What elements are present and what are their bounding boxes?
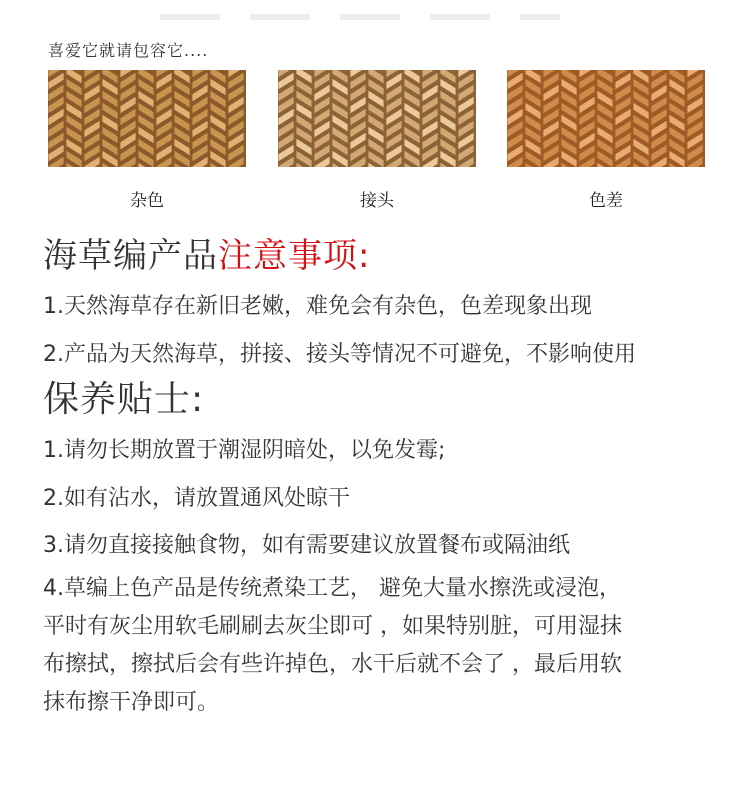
weave-texture-image <box>48 70 246 167</box>
care-item-4-line: 4.草编上色产品是传统煮染工艺， 避免大量水擦洗或浸泡， <box>43 576 621 601</box>
care-item: 3.请勿直接接触食物，如有需要建议放置餐布或隔油纸 <box>43 533 570 558</box>
care-item-4-line: 平时有灰尘用软毛刷刷去灰尘即可 ，如果特别脏，可用湿抹 <box>43 614 622 639</box>
care-heading: 保养贴士: <box>43 379 205 420</box>
notice-item: 2.产品为天然海草，拼接、接头等情况不可避免，不影响使用 <box>43 342 636 367</box>
swatch-color-difference <box>507 70 705 167</box>
weave-texture-image <box>507 70 705 167</box>
care-item-4-line: 抹布擦干净即可。 <box>43 690 220 715</box>
care-item-4-line: 布擦拭，擦拭后会有些许掉色，水干后就不会了 ，最后用软 <box>43 652 622 677</box>
swatch-label: 杂色 <box>130 191 164 211</box>
swatch-label: 接头 <box>360 191 394 211</box>
notice-item: 1.天然海草存在新旧老嫩，难免会有杂色，色差现象出现 <box>43 294 592 319</box>
care-item: 2.如有沾水，请放置通风处晾干 <box>43 486 350 511</box>
care-item: 1.请勿长期放置于潮湿阴暗处，以免发霉; <box>43 438 446 463</box>
weave-texture-image <box>278 70 476 167</box>
swatch-joint <box>278 70 476 167</box>
notice-heading-red: 注意事项: <box>218 236 371 276</box>
care-item-4 <box>43 570 723 722</box>
swatch-label: 色差 <box>589 191 623 211</box>
intro-text: 喜爱它就请包容它.... <box>48 41 209 60</box>
swatch-mixed-color <box>48 70 246 167</box>
faint-top-decoration <box>160 14 560 20</box>
notice-heading <box>43 228 370 277</box>
notice-heading-plain: 海草编产品 <box>43 236 218 276</box>
